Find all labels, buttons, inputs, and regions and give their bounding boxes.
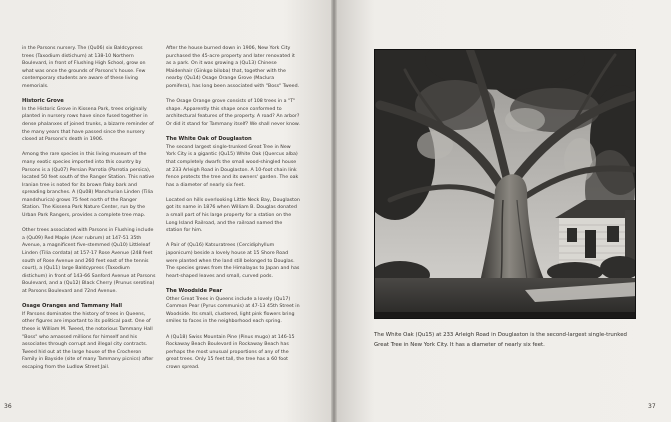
section-heading: The White Oak of Douglaston: [166, 136, 252, 143]
book-gutter: [331, 0, 337, 422]
body-paragraph: Among the rare species in this living museum of the many exotic species imported into this country by Parsons is a (Qu07) Persian Parrotia (Parrotia persica), located 50 feet south of the Ranger Station. This native Iranian tree is noted for its brown flaky bark and spreading branches. A (Qu08) Manchurian Linden (Tilia mandshurica) grows 75 feet north of the Ranger Station. The Kissena Park Nature Center, run by the Urban Park Rangers, provides a complete tree map.: [22, 152, 155, 219]
section-heading: The Woodside Pear: [166, 288, 223, 294]
photo-caption: The White Oak (Qu15) at 233 Arleigh Road in Douglaston is the second-largest single-trunked Great Tree in New York City. It has a diameter of nearly six feet.: [374, 332, 627, 348]
body-paragraph: The second largest single-trunked Great Tree in New York City is a gigantic (Qu15) White Oak (Quercus alba) that completely dwarfs the small wood-shingled house at 233 Arleigh Road in Douglaston. A 10-foot chain link fence protects the tree and its owners' garden. The oak has a diameter of nearly six feet.: [166, 144, 299, 188]
white-oak-photo: [374, 49, 636, 319]
body-paragraph: In the Historic Grove in Kissena Park, trees originally planted in nursery rows have since fused together in dense phalanxes of joined trunks, a bizarre reminder of the many years that have passed since the nursery closed at Parsons's death in 1906.: [22, 106, 154, 143]
text-column-right: [166, 45, 300, 379]
body-paragraph: The Osage Orange grove consists of 108 trees in a "T" shape. Apparently this shape once conformed to architectural features of the property. A road? An arbor? Or did it stand for Tammany itself? We shall never know.: [166, 99, 300, 127]
body-paragraph: A Pair of (Qu16) Katsuratrees (Cercidiphyllum japonicum) beside a lovely house at 15 Shore Road were planted when the land still belonged to Douglas. The species grows from the Himalayas to Japan and has heart-shaped leaves and small, curved pods.: [166, 243, 300, 279]
body-paragraph: After the house burned down in 1906, New York City purchased the 45-acre property and later renovated it as a park. On it was growing a (Qu13) Chinese Maidenhair (Ginkgo biloba) that, together with the nearby (Qu14) Osage Orange Grove (Maclura pomifera), has long been associated with "Boss" Tweed.: [166, 46, 300, 89]
white-oak-illustration: [375, 50, 636, 319]
body-paragraph: Other trees associated with Parsons in Flushing include a (Qu09) Red Maple (Acer rubrum) at 147-51 35th Avenue, a magnificent five-stemmed (Qu10) Littleleaf Linden (Tilia cordata) at 157-17 Rose Avenue (248 feet south of Rose Avenue and 260 feet east of the tennis court), a (Qu11) large Baldcypress (Taxodium distichum) in front of 143-66 Sanford Avenue at Parsons Boulevard, and a (Qu12) Black Cherry (Prunus serotina) at Parsons Boulevard and 72nd Avenue.: [22, 228, 156, 294]
body-paragraph: A (Qu18) Swiss Mountain Pine (Pinus mugo) at 146-15 Rockaway Beach Boulevard in Rockaway Beach has perhaps the most unusual proportions of any of the great trees. Only 15 feet tall, the tree has a 60 foot crown spread.: [166, 334, 295, 370]
page-number-left: 36: [4, 403, 12, 410]
left-page: [0, 0, 334, 422]
text-column-left: [22, 45, 156, 379]
body-paragraph: If Parsons dominates the history of trees in Queens, other figures are important to its political past. One of these is William M. Tweed, the notorious Tammany Hall "Boss" who amassed millions for himself and his associates through corrupt and illegal city contracts. Tweed hid out at the large house of the Crocheron Family in Bayside (site of many Tammany picnics) after escaping from the Ludlow Street Jail.: [22, 311, 154, 370]
body-paragraph: Located on hills overlooking Little Neck Bay, Douglaston got its name in 1876 when William B. Douglas donated a small part of his large property for a station on the Long Island Railroad, and the railroad named the station for him.: [166, 197, 300, 234]
body-paragraph: Other Great Trees in Queens include a lovely (Qu17) Common Pear (Pyrus communis) at 47-13 45th Street in Woodside. Its small, clustered, light pink flowers bring smiles to faces in the neighborhood each spring.: [166, 296, 300, 325]
page-number-right: 37: [648, 403, 656, 410]
section-heading: Historic Grove: [22, 98, 64, 105]
section-heading: Osage Oranges and Tammany Hall: [22, 303, 122, 310]
body-paragraph: in the Parsons nursery. The (Qu06) six Baldcypress trees (Taxodium distichum) at 138-10 Northern Boulevard, in front of Flushing High School, grow on what was once the grounds of Parsons's house. Few contemporary students are aware of these living memorials.: [22, 46, 146, 89]
